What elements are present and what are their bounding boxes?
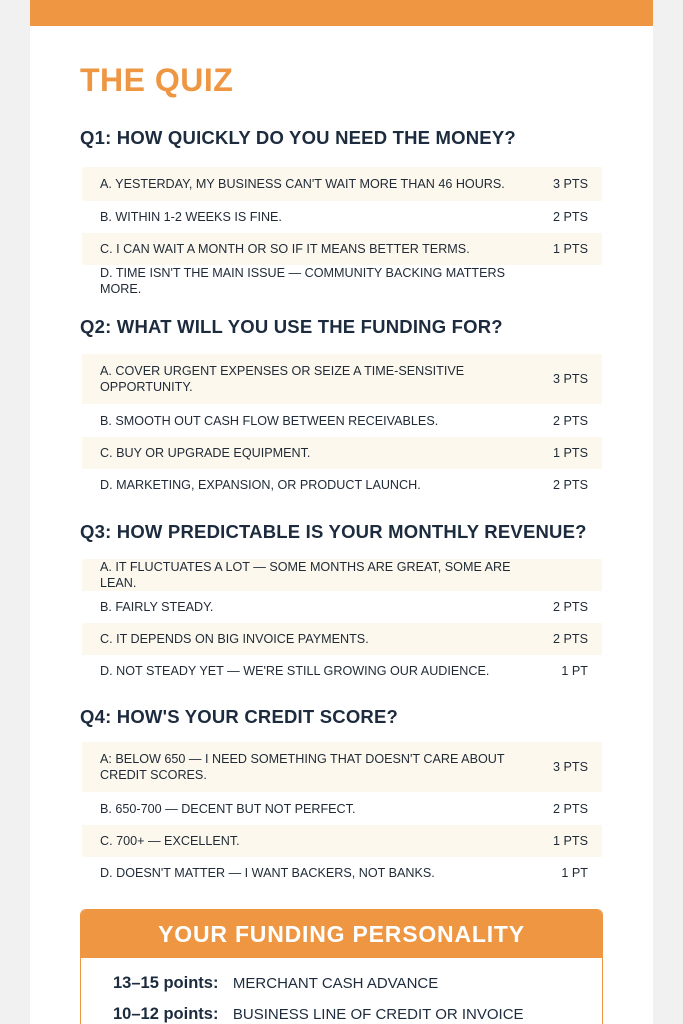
option-text: A. COVER URGENT EXPENSES OR SEIZE A TIME-SENSITIVE OPPORTUNITY. [100,364,465,394]
option-points: 2 PTS [553,478,588,492]
tier-range: 10–12 points: [113,1005,219,1023]
option-text: C. IT DEPENDS ON BIG INVOICE PAYMENTS. [100,632,369,646]
option-text: B. FAIRLY STEADY. [100,600,214,614]
question-1-heading: Q1: HOW QUICKLY DO YOU NEED THE MONEY? [80,127,516,148]
option-text: A. YESTERDAY, MY BUSINESS CAN'T WAIT MORE THAN 46 HOURS. [100,177,505,191]
option-points: 1 PTS [553,446,588,460]
option-points: 1 PT [561,866,588,880]
option-points: 2 PTS [553,413,588,428]
option-text: B. WITHIN 1-2 WEEKS IS FINE. [100,210,282,224]
option-text: C. 700+ — EXCELLENT. [100,834,240,848]
question-4-option-b[interactable] [82,792,602,825]
tier-result: BUSINESS LINE OF CREDIT OR INVOICE [232,1006,524,1023]
option-points: 2 PTS [553,210,588,224]
question-1-option-d[interactable] [82,265,602,297]
option-points: 2 PTS [553,801,588,816]
option-points: 1 PTS [553,834,588,848]
question-3-heading: Q3: HOW PREDICTABLE IS YOUR MONTHLY REVENUE? [80,521,587,542]
top-accent-bar [30,0,653,26]
option-points: 3 PTS [553,177,588,191]
quiz-title: THE QUIZ [80,62,234,98]
question-3-option-a[interactable] [82,559,602,591]
option-points: 3 PTS [553,372,588,386]
option-points: 1 PT [561,664,588,678]
option-text: D. DOESN'T MATTER — I WANT BACKERS, NOT BANKS. [100,866,435,880]
question-2-option-a[interactable] [82,354,602,404]
funding-personality-box [80,909,603,1024]
question-3-option-b[interactable] [82,591,602,623]
option-text: D. NOT STEADY YET — WE'RE STILL GROWING OUR AUDIENCE. [100,664,490,678]
question-1-option-c[interactable] [82,233,602,265]
option-text: A. IT FLUCTUATES A LOT — SOME MONTHS ARE GREAT, SOME ARE LEAN. [100,560,511,590]
question-4-option-c[interactable] [82,825,602,857]
option-points: 1 PTS [553,242,588,256]
tier-result: MERCHANT CASH ADVANCE [232,975,439,992]
question-2-option-d[interactable] [82,469,602,501]
option-text: C. I CAN WAIT A MONTH OR SO IF IT MEANS BETTER TERMS. [100,242,470,256]
option-text: D. TIME ISN'T THE MAIN ISSUE — COMMUNITY BACKING MATTERS MORE. [100,266,505,296]
option-text: A: BELOW 650 — I NEED SOMETHING THAT DOESN'T CARE ABOUT CREDIT SCORES. [100,752,505,782]
option-text: B. SMOOTH OUT CASH FLOW BETWEEN RECEIVABLES. [100,413,439,428]
tier-row [113,974,438,993]
option-text: B. 650-700 — DECENT BUT NOT PERFECT. [100,801,356,816]
option-text: C. BUY OR UPGRADE EQUIPMENT. [100,446,311,460]
question-4-option-a[interactable] [82,742,602,792]
option-points: 2 PTS [553,600,588,614]
question-2-heading: Q2: WHAT WILL YOU USE THE FUNDING FOR? [80,316,503,337]
quiz-page [30,0,653,1024]
question-2-option-c[interactable] [82,437,602,469]
option-points: 2 PTS [553,632,588,646]
question-1-option-b[interactable] [82,201,602,233]
question-3-option-d[interactable] [82,655,602,687]
question-3-option-c[interactable] [82,623,602,655]
funding-personality-title: YOUR FUNDING PERSONALITY [81,910,602,958]
option-points: 3 PTS [553,760,588,774]
tier-range: 13–15 points: [113,974,219,992]
question-1-option-a[interactable] [82,167,602,201]
question-2-option-b[interactable] [82,404,602,437]
question-4-heading: Q4: HOW'S YOUR CREDIT SCORE? [80,706,399,727]
question-4-option-d[interactable] [82,857,602,889]
option-text: D. MARKETING, EXPANSION, OR PRODUCT LAUNCH. [100,478,421,492]
tier-row [113,1005,524,1024]
